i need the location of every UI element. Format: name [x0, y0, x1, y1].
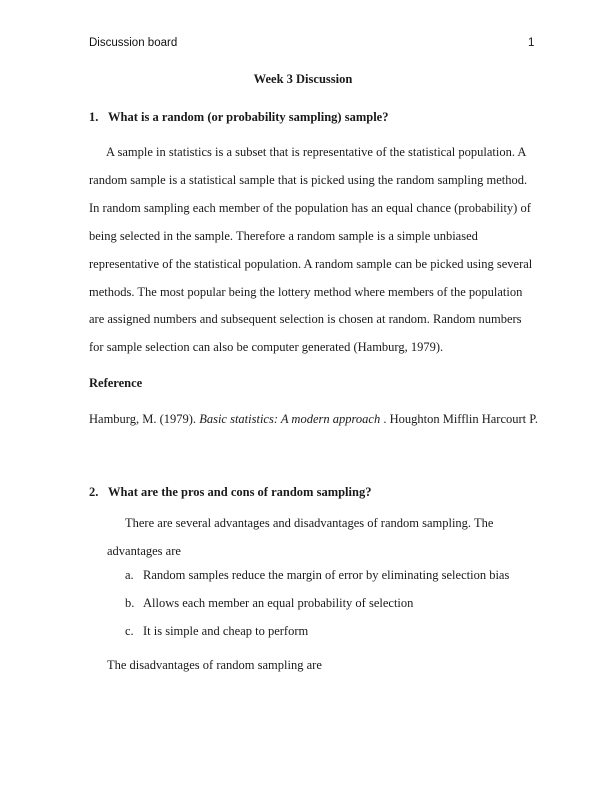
list-item: [125, 596, 413, 611]
question-2-number: 2.: [89, 485, 99, 499]
question-1-answer: [89, 139, 534, 362]
list-marker: a.: [125, 568, 134, 582]
question-2-heading: [89, 485, 371, 500]
reference-entry: [89, 412, 538, 427]
reference-publisher: . Houghton Mifflin Harcourt P.: [383, 412, 538, 426]
reference-title: Basic statistics: A modern approach: [199, 412, 381, 426]
list-marker: b.: [125, 596, 135, 610]
question-1-heading: [89, 110, 388, 125]
list-item: [125, 624, 308, 639]
question-2-intro-text: There are several advantages and disadvantages of random sampling. The advantages are: [107, 516, 494, 558]
list-item-text: Random samples reduce the margin of error by eliminating selection bias: [143, 568, 510, 582]
page-number: 1: [528, 37, 535, 49]
list-item: [125, 568, 509, 583]
list-item-text: It is simple and cheap to perform: [143, 624, 309, 638]
question-1-text: What is a random (or probability sampling) sample?: [108, 110, 389, 124]
question-1-answer-text: A sample in statistics is a subset that is representative of the statistical population. A random sample is a statistical sample that is picked using the random sampling method. In random sampling each member of the population has an equal chance (probability) of being selected in the sample. Therefore a random sample is a simple unbiased representative of the statistical population. A random sample can be picked using several methods. The most popular being the lottery method where members of the population are assigned numbers and subsequent selection is chosen at random. Random numbers for sample selection can also be computer generated (Hamburg, 1979).: [89, 145, 533, 355]
document-title: Week 3 Discussion: [253, 72, 353, 86]
question-2-text: What are the pros and cons of random sampling?: [108, 485, 372, 499]
list-marker: c.: [125, 624, 134, 638]
reference-heading: Reference: [89, 376, 143, 390]
question-1-number: 1.: [89, 110, 99, 124]
question-2-intro: [107, 509, 537, 565]
disadvantages-intro: The disadvantages of random sampling are: [107, 658, 322, 672]
list-item-text: Allows each member an equal probability of selection: [143, 596, 414, 610]
reference-author: Hamburg, M. (1979).: [89, 412, 197, 426]
running-header: Discussion board: [89, 37, 178, 49]
